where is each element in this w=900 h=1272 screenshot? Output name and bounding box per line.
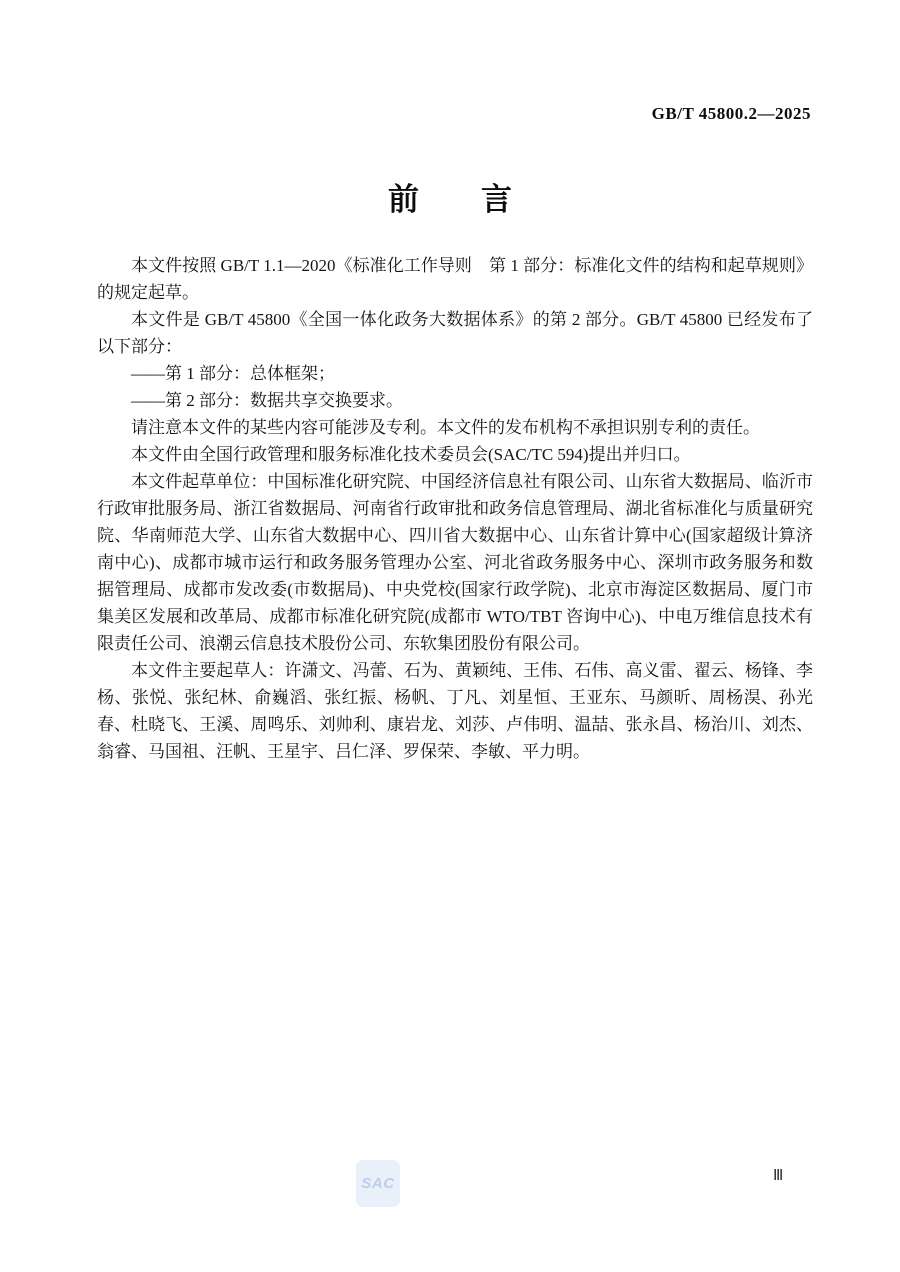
foreword-body xyxy=(97,252,813,765)
sac-watermark-text: SAC xyxy=(361,1175,395,1192)
list-item-part-1: ——第 1 部分：总体框架； xyxy=(131,364,335,383)
list-item-part-2: ——第 2 部分：数据共享交换要求。 xyxy=(131,391,403,410)
standard-number: GB/T 45800.2—2025 xyxy=(651,104,811,123)
paragraph-committee: 本文件由全国行政管理和服务标准化技术委员会(SAC/TC 594)提出并归口。 xyxy=(131,445,691,464)
page-title: 前 言 xyxy=(388,182,512,217)
paragraph-drafting-organizations: 本文件起草单位：中国标准化研究院、中国经济信息社有限公司、山东省大数据局、临沂市行政审批服务局、浙江省数据局、河南省行政审批和政务信息管理局、湖北省标准化与质量研究院、华南师范大学、山东省大数据中心、四川省大数据中心、山东省计算中心(国家超级计算济南中心)、成都市城市运行和政务服务管理办公室、河北省政务服务中心、深圳市政务服务和数据管理局、成都市发改委(市数据局)、中央党校(国家行政学院)、北京市海淀区数据局、厦门市集美区发展和改革局、成都市标准化研究院(成都市 WTO/TBT 咨询中心)、中电万维信息技术有限责任公司、浪潮云信息技术股份公司、东软集团股份有限公司。 xyxy=(97,472,813,653)
paragraph-drafting-rules: 本文件按照 GB/T 1.1—2020《标准化工作导则 第 1 部分：标准化文件的结构和起草规则》的规定起草。 xyxy=(97,256,813,302)
page-number: Ⅲ xyxy=(773,1168,784,1184)
paragraph-patent-notice: 请注意本文件的某些内容可能涉及专利。本文件的发布机构不承担识别专利的责任。 xyxy=(131,418,760,437)
sac-watermark-logo xyxy=(356,1160,400,1207)
paragraph-series-intro: 本文件是 GB/T 45800《全国一体化政务大数据体系》的第 2 部分。GB/T 45800 已经发布了以下部分： xyxy=(97,310,813,356)
paragraph-main-drafters: 本文件主要起草人：许潇文、冯蕾、石为、黄颖纯、王伟、石伟、高义雷、翟云、杨锋、李杨、张悦、张纪林、俞巍滔、张红振、杨帆、丁凡、刘星恒、王亚东、马颜昕、周杨淏、孙光春、杜晓飞、王溪、周鸣乐、刘帅利、康岩龙、刘莎、卢伟明、温喆、张永昌、杨治川、刘杰、翁睿、马国祖、汪帆、王星宇、吕仁泽、罗保荣、李敏、平力明。 xyxy=(97,661,813,761)
